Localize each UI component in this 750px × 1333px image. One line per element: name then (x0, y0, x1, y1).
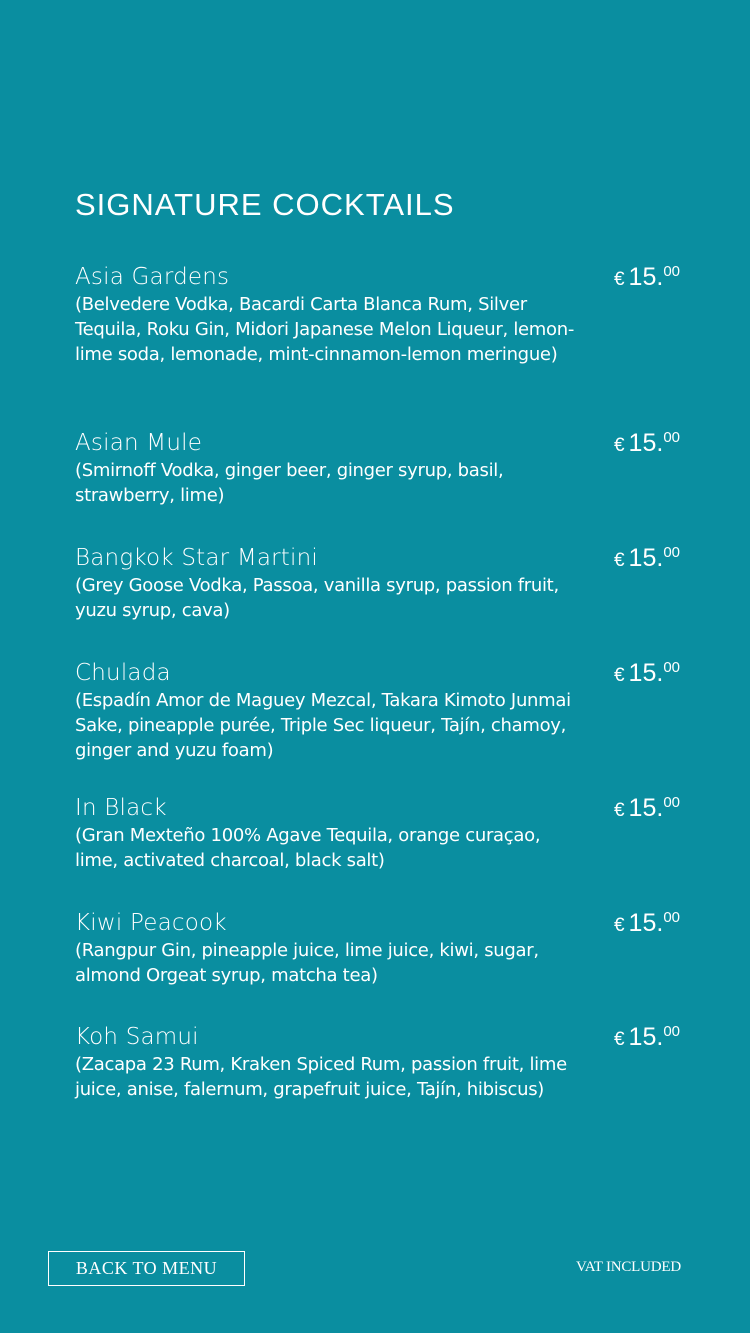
currency-symbol: € (613, 550, 625, 571)
price-cents: 00 (663, 909, 680, 926)
item-price (614, 908, 680, 941)
price-main: 15. (628, 659, 664, 687)
menu-item (75, 793, 685, 908)
vat-note: VAT INCLUDED (576, 1259, 681, 1275)
item-description: (Belvedere Vodka, Bacardi Carta Blanca Rum, Silver Tequila, Roku Gin, Midori Japanese Melon Liqueur, lemon-lime soda, lemonade, mint-cinnamon-lemon meringue) (75, 294, 575, 365)
menu-item (75, 543, 685, 658)
menu-item (75, 658, 685, 793)
item-description: (Grey Goose Vodka, Passoa, vanilla syrup, passion fruit, yuzu syrup, cava) (75, 575, 559, 621)
back-to-menu-button[interactable]: BACK TO MENU (48, 1251, 245, 1286)
menu-item (75, 262, 685, 428)
menu-item (75, 908, 685, 1022)
price-main: 15. (628, 909, 664, 937)
price-main: 15. (628, 794, 664, 822)
item-description: (Espadín Amor de Maguey Mezcal, Takara Kimoto Junmai Sake, pineapple purée, Triple Sec liqueur, Tajín, chamoy, ginger and yuzu foam) (75, 690, 571, 761)
price-main: 15. (628, 263, 664, 291)
item-price (614, 793, 680, 826)
currency-symbol: € (613, 435, 625, 456)
item-name: Kiwi Peacook (75, 910, 227, 936)
price-cents: 00 (663, 1023, 680, 1040)
price-main: 15. (628, 544, 664, 572)
item-price (614, 543, 680, 576)
price-main: 15. (628, 429, 664, 457)
item-description: (Rangpur Gin, pineapple juice, lime juice, kiwi, sugar, almond Orgeat syrup, matcha tea) (75, 940, 539, 986)
item-name: Bangkok Star Martini (75, 545, 318, 571)
currency-symbol: € (613, 1029, 625, 1050)
item-description: (Smirnoff Vodka, ginger beer, ginger syrup, basil, strawberry, lime) (75, 460, 504, 506)
price-cents: 00 (663, 429, 680, 446)
price-main: 15. (628, 1023, 664, 1051)
price-cents: 00 (663, 794, 680, 811)
item-name: In Black (75, 795, 167, 821)
price-cents: 00 (663, 263, 680, 280)
currency-symbol: € (613, 800, 625, 821)
price-cents: 00 (663, 659, 680, 676)
section-title: SIGNATURE COCKTAILS (75, 187, 455, 222)
item-name: Asia Gardens (75, 264, 230, 290)
item-name: Asian Mule (75, 430, 203, 456)
currency-symbol: € (613, 269, 625, 290)
item-description: (Gran Mexteño 100% Agave Tequila, orange curaçao, lime, activated charcoal, black salt) (75, 825, 541, 871)
item-name: Koh Samui (75, 1024, 199, 1050)
item-price (614, 658, 680, 691)
item-price (614, 262, 680, 295)
price-cents: 00 (663, 544, 680, 561)
currency-symbol: € (613, 915, 625, 936)
cocktail-list (75, 262, 685, 1132)
menu-item (75, 1022, 685, 1132)
item-price (614, 428, 680, 461)
item-price (614, 1022, 680, 1055)
menu-item (75, 428, 685, 543)
item-description: (Zacapa 23 Rum, Kraken Spiced Rum, passion fruit, lime juice, anise, falernum, grapefruit juice, Tajín, hibiscus) (75, 1054, 567, 1100)
item-name: Chulada (75, 660, 171, 686)
currency-symbol: € (613, 665, 625, 686)
